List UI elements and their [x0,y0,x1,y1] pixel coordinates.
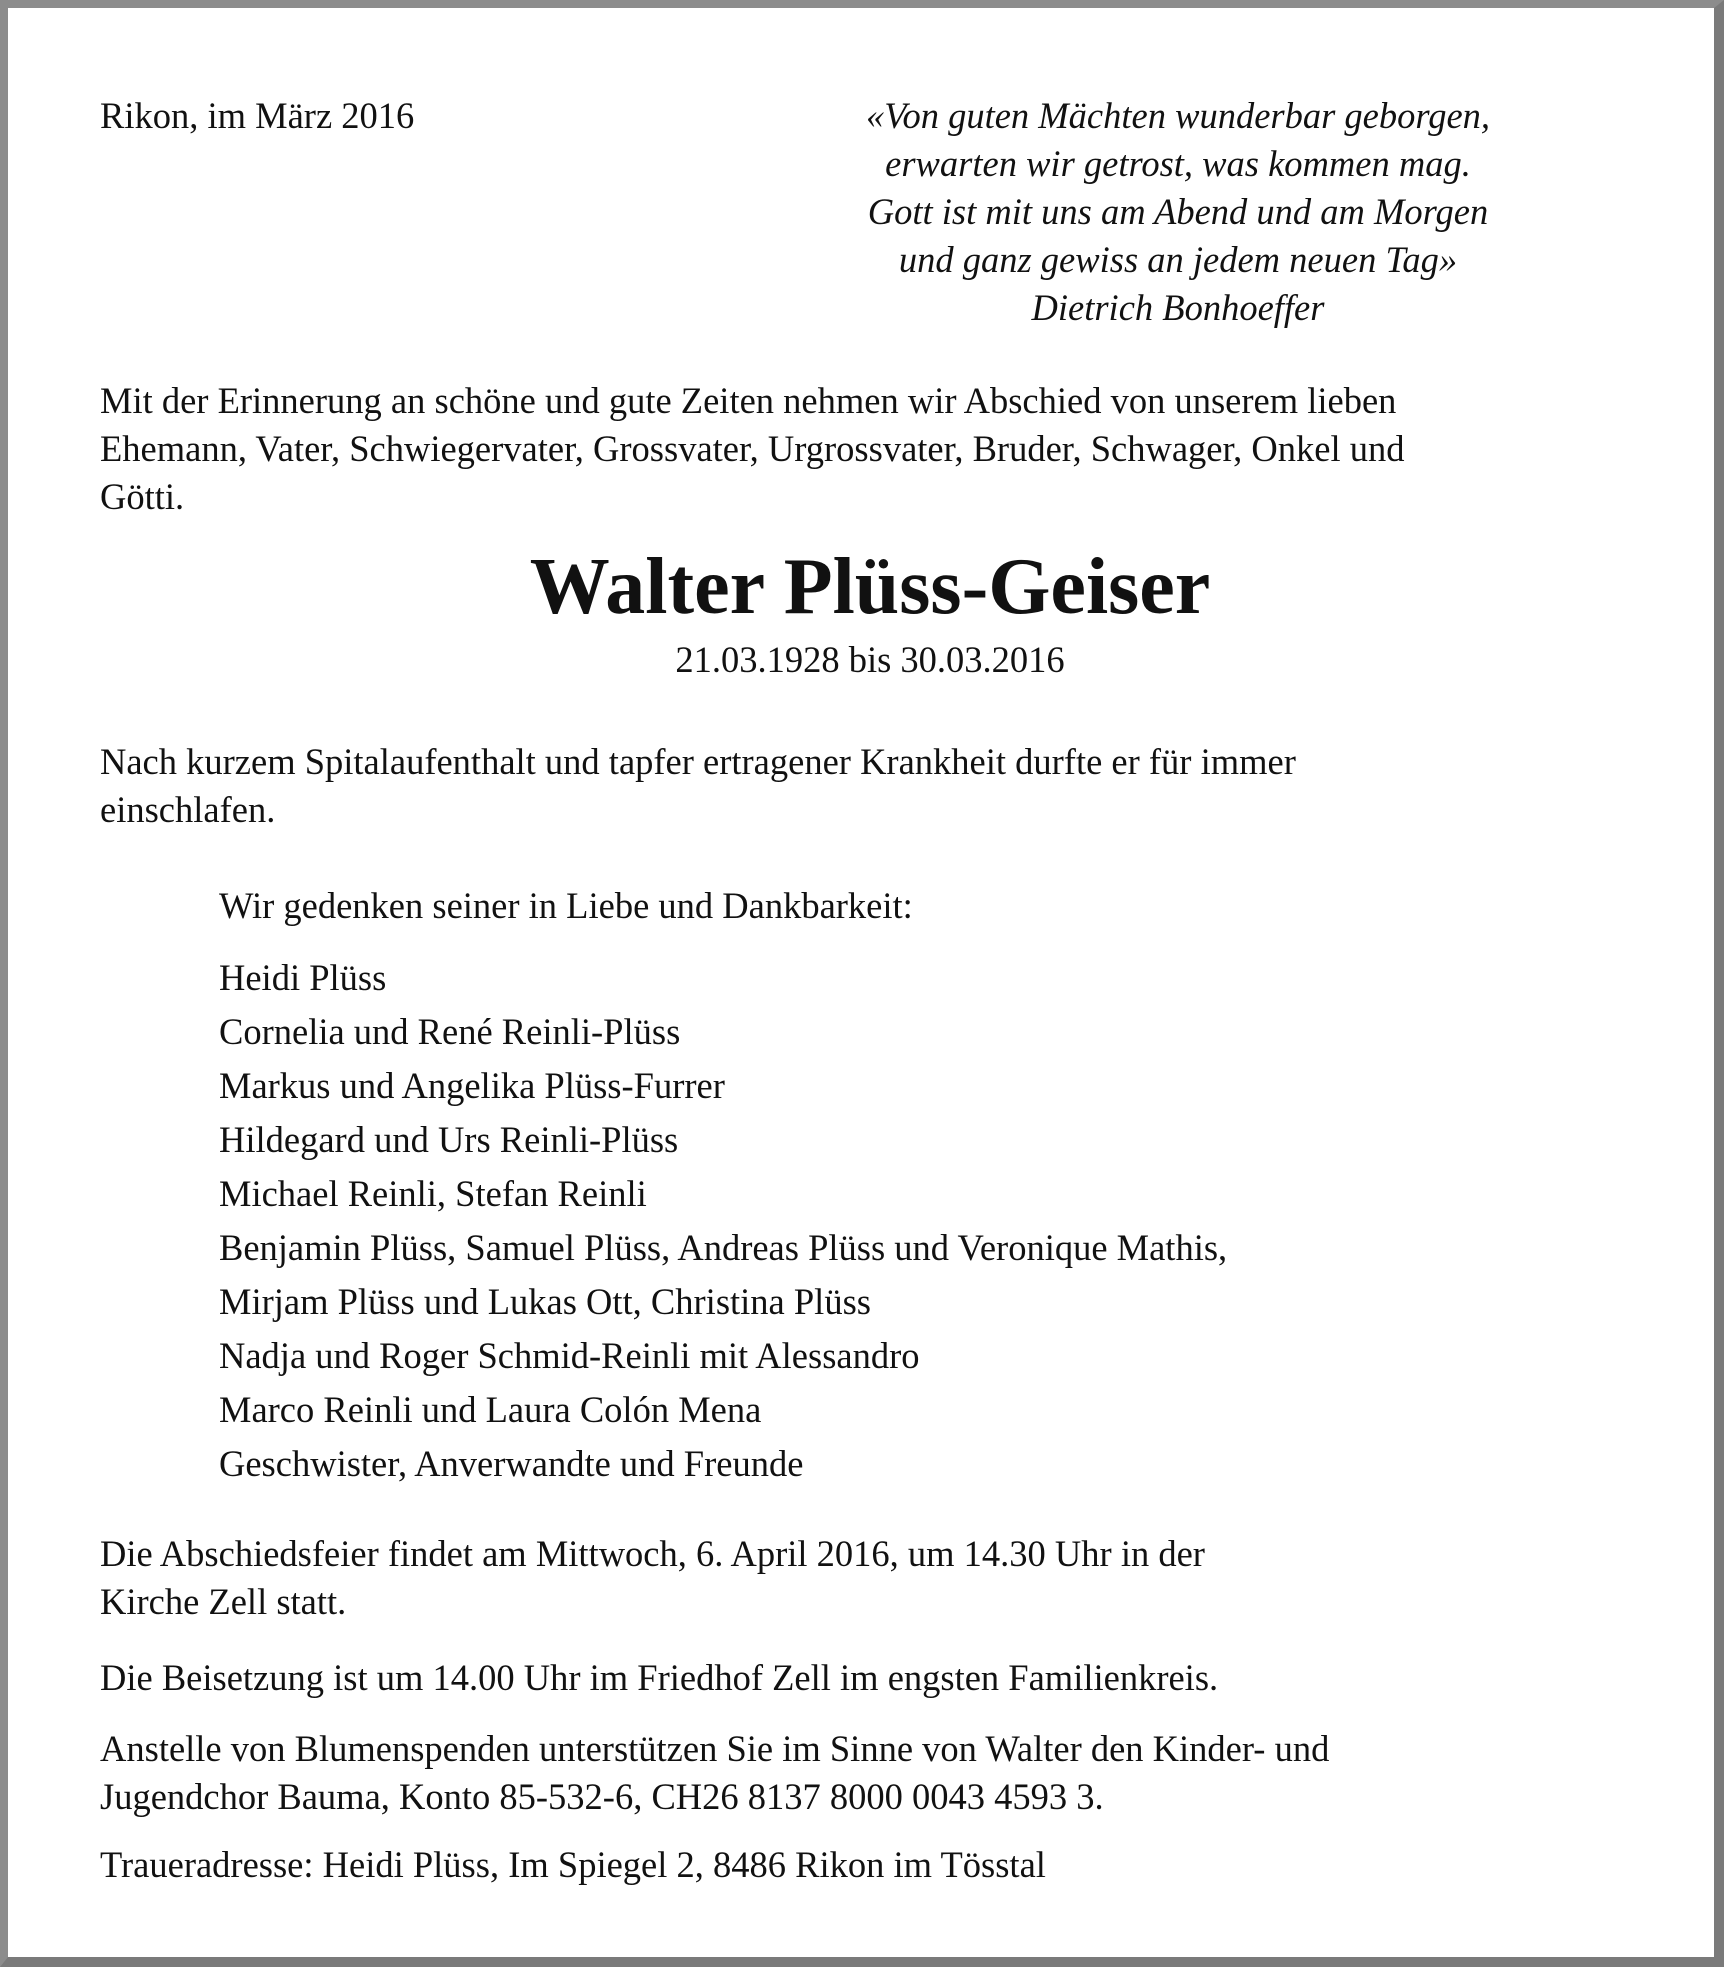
burial-info: Die Beisetzung ist um 14.00 Uhr im Friedhof Zell im engsten Familienkreis. [100,1657,1219,1698]
donation-info [100,1725,1329,1821]
quote-author: Dietrich Bonhoeffer [1031,287,1325,328]
mourner-entry: Mirjam Plüss und Lukas Ott, Christina Plüss [219,1281,871,1322]
donation-line: Jugendchor Bauma, Konto 85-532-6, CH26 8137 8000 0043 4593 3. [100,1776,1104,1817]
mourner-entry: Hildegard und Urs Reinli-Plüss [219,1119,679,1160]
intro-line: Götti. [100,476,185,517]
mourner-entry: Cornelia und René Reinli-Plüss [219,1011,681,1052]
quote-line: Gott ist mit uns am Abend und am Morgen [867,191,1489,232]
mourner-entry: Marco Reinli und Laura Colón Mena [219,1389,762,1430]
mourning-address: Traueradresse: Heidi Plüss, Im Spiegel 2, 8486 Rikon im Tösstal [100,1844,1046,1885]
illness-note [100,738,1296,834]
ceremony-info [100,1530,1205,1626]
quote-line: erwarten wir getrost, was kommen mag. [885,143,1471,184]
ceremony-line: Kirche Zell statt. [100,1581,347,1622]
mourner-entry: Heidi Plüss [219,957,387,998]
illness-line: einschlafen. [100,789,276,830]
ceremony-line: Die Abschiedsfeier findet am Mittwoch, 6. April 2016, um 14.30 Uhr in der [100,1533,1205,1574]
mourner-entry: Geschwister, Anverwandte und Freunde [219,1443,804,1484]
illness-line: Nach kurzem Spitalaufenthalt und tapfer ertragener Krankheit durfte er für immer [100,741,1296,782]
life-dates: 21.03.1928 bis 30.03.2016 [675,639,1065,680]
bonhoeffer-quote [798,92,1558,332]
intro-line: Mit der Erinnerung an schöne und gute Zeiten nehmen wir Abschied von unserem lieben [100,380,1397,421]
donation-line: Anstelle von Blumenspenden unterstützen Sie im Sinne von Walter den Kinder- und [100,1728,1330,1769]
mourner-entry: Nadja und Roger Schmid-Reinli mit Alessandro [219,1335,920,1376]
place-date: Rikon, im März 2016 [100,95,415,136]
farewell-intro [100,377,1405,521]
quote-line: und ganz gewiss an jedem neuen Tag» [898,239,1458,280]
quote-line: «Von guten Mächten wunderbar geborgen, [865,95,1491,136]
intro-line: Ehemann, Vater, Schwiegervater, Grossvater, Urgrossvater, Bruder, Schwager, Onkel und [100,428,1405,469]
deceased-name: Walter Plüss-Geiser [529,543,1211,631]
mourners-heading: Wir gedenken seiner in Liebe und Dankbarkeit: [219,885,913,926]
mourner-entry: Michael Reinli, Stefan Reinli [219,1173,647,1214]
mourner-entry: Benjamin Plüss, Samuel Plüss, Andreas Plüss und Veronique Mathis, [219,1227,1228,1268]
mourner-entry: Markus und Angelika Plüss-Furrer [219,1065,725,1106]
mourners-list [219,951,1227,1491]
